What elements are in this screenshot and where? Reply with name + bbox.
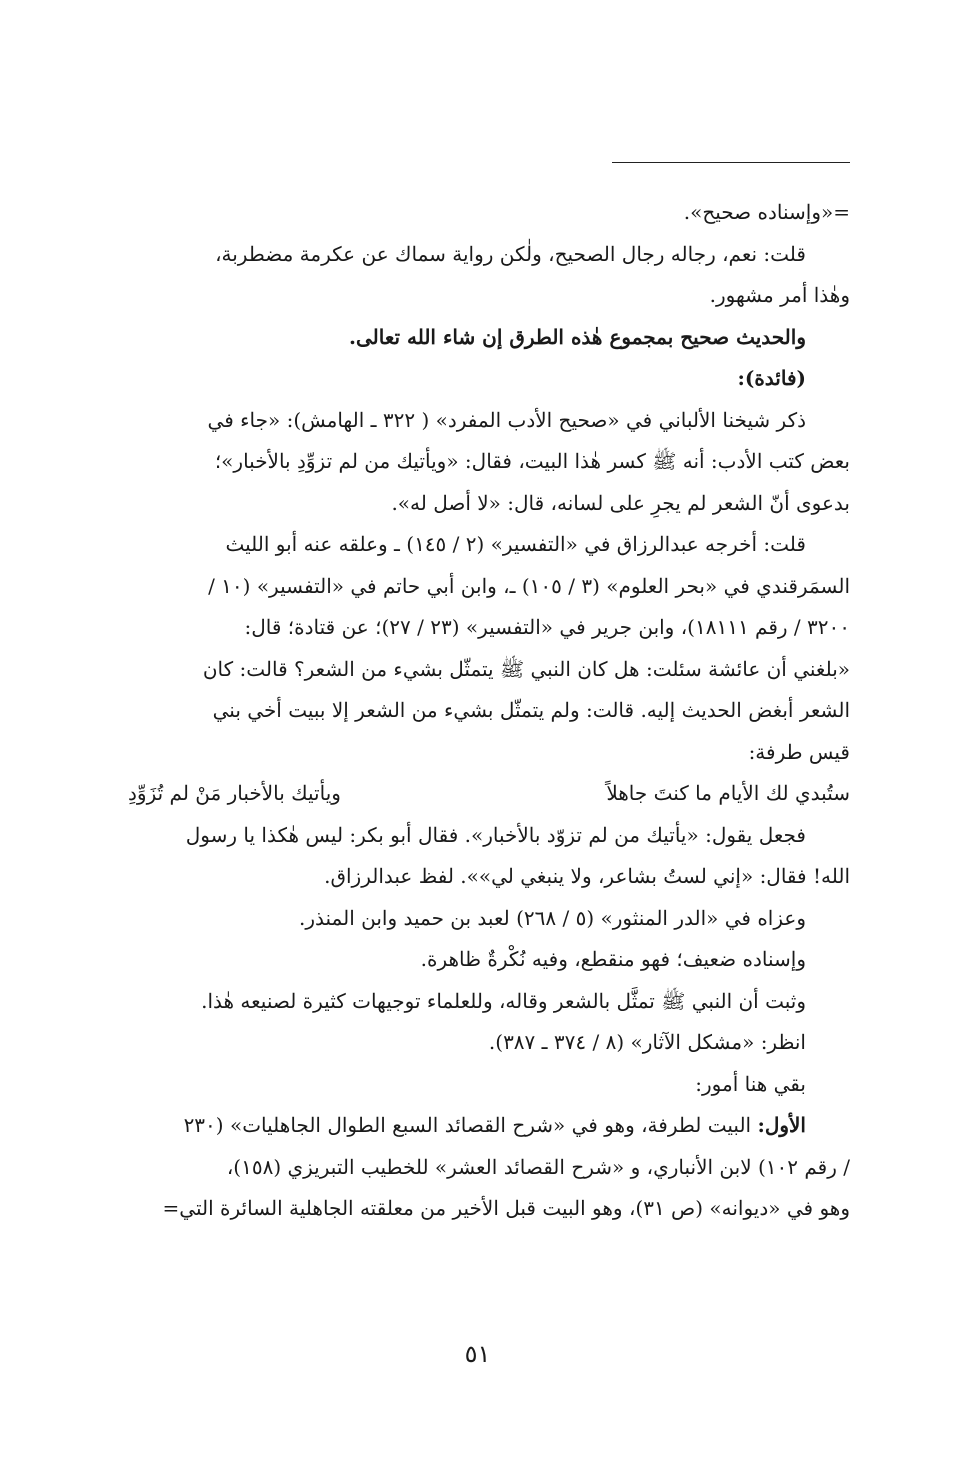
text-span: البيت لطرفة، وهو في «شرح القصائد السبع الطوال الجاهليات» (٢٣٠: [183, 1113, 758, 1137]
page-number: ٥١: [464, 1340, 491, 1368]
text-line: [128, 1105, 850, 1147]
section-heading: (فائدة):: [737, 366, 806, 390]
text-line: بدعوى أنّ الشعر لم يجرِ على لسانه، قال: «لا أصل له».: [391, 490, 850, 515]
text-line: السمَرقندي في «بحر العلوم» (٣ / ١٠٥) ـ، وابن أبي حاتم في «التفسير» (١٠ /: [208, 573, 850, 598]
poetry-verse: [128, 773, 850, 815]
text-line: قلت: نعم، رجاله رجال الصحيح، ولٰكن رواية سماك عن عكرمة مضطربة،: [215, 241, 806, 266]
footnote-separator-rule: [612, 162, 850, 163]
text-line: «بلغني أن عائشة سئلت: هل كان النبي ﷺ يتمثّل بشيء من الشعر؟ قالت: كان: [202, 656, 850, 681]
text-line: انظر: «مشكل الآثار» (٨ / ٣٧٤ ـ ٣٨٧).: [488, 1030, 806, 1054]
text-line: ٣٢٠٠ / رقم ١٨١١١)، وابن جرير في «التفسير» (٢٣ / ٢٧)؛ عن قتادة؛ قال:: [244, 615, 850, 639]
point-label: الأول:: [757, 1113, 806, 1137]
text-line: وهٰذا أمر مشهور.: [709, 283, 850, 307]
text-line: وإسناده ضعيف؛ فهو منقطع، وفيه نُكْرةٌ ظاهرة.: [420, 947, 806, 971]
text-line: ذكر شيخنا الألباني في «صحيح الأدب المفرد» ( ٣٢٢ ـ الهامش): «جاء في: [207, 407, 806, 432]
verse-first-hemistich: ستُبدي لك الأيام ما كنتَ جاهلاً: [606, 781, 850, 805]
text-line: الشعر أبغض الحديث إليه. قالت: ولم يتمثّل بشيء من الشعر إلا ببيت أخي بني: [212, 698, 850, 722]
text-line: =«وإسناده صحيح».: [683, 200, 850, 224]
text-line: وثبت أن النبي ﷺ تمثَّل بالشعر وقاله، وللعلماء توجيهات كثيرة لصنيعه هٰذا.: [201, 988, 806, 1013]
page-body: [128, 192, 850, 1230]
text-line: قلت: أخرجه عبدالرزاق في «التفسير» (٢ / ١٤٥) ـ وعلقه عنه أبو الليث: [225, 532, 806, 556]
text-line: فجعل يقول: «يأتيك من لم تزوّد بالأخبار». فقال أبو بكر: ليس هٰكذا يا رسول: [185, 822, 806, 847]
text-line-bold: والحديث صحيح بمجموع هٰذه الطرق إن شاء الله تعالى.: [349, 324, 806, 349]
text-line: / رقم ١٠٢) لابن الأنباري، و «شرح القصائد العشر» للخطيب التبريزي (١٥٨)،: [226, 1154, 850, 1179]
text-line: وعزاه في «الدر المنثور» (٥ / ٢٦٨) لعبد بن حميد وابن المنذر.: [298, 905, 806, 930]
verse-second-hemistich: ويأتيك بالأخبار مَنْ لم تُزَوِّدِ: [128, 781, 341, 805]
text-line: بقي هنا أمور:: [695, 1071, 806, 1096]
text-line: قيس طرفة:: [748, 739, 850, 764]
text-line: وهو في «ديوانه» (ص ٣١)، وهو البيت قبل الأخير من معلقته الجاهلية السائرة التي=: [162, 1196, 850, 1220]
text-line: الله! فقال: «إني لستُ بشاعر، ولا ينبغي لي»». لفظ عبدالرزاق.: [324, 864, 850, 888]
text-line: بعض كتب الأدب: أنه ﷺ كسر هٰذا البيت، فقال: «ويأتيك من لم تزوِّدِ بالأخبار»؛: [214, 449, 850, 473]
